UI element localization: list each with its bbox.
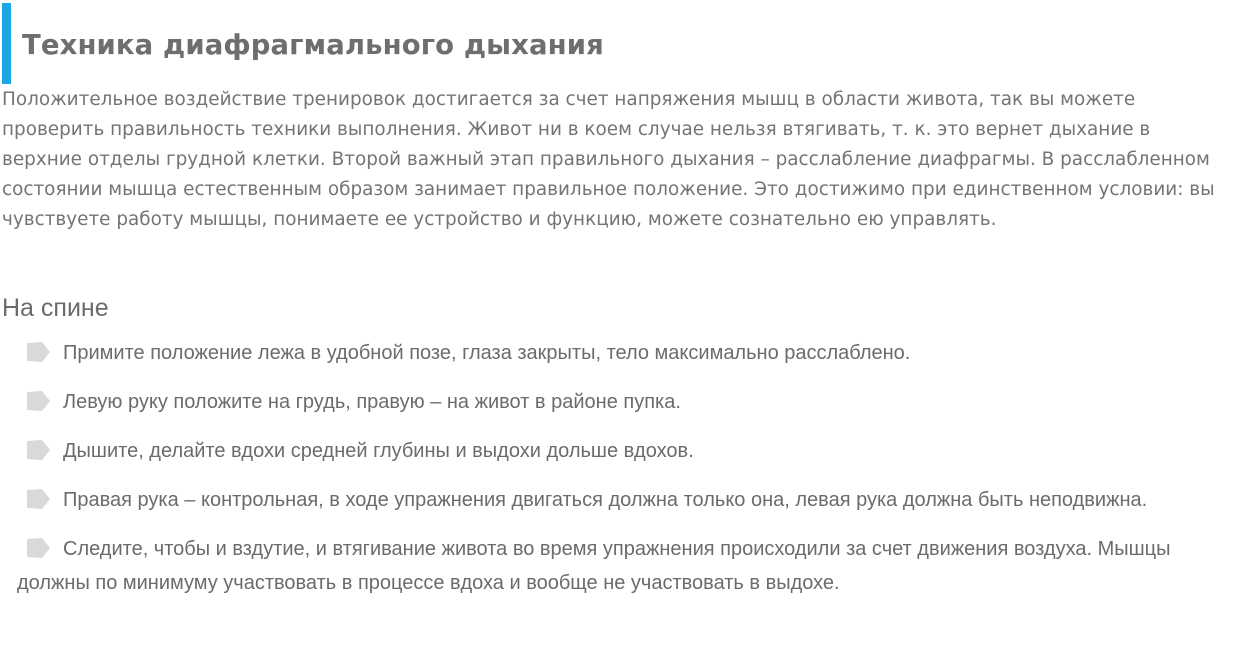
list-item xyxy=(17,385,1222,419)
steps-list xyxy=(17,336,1222,615)
list-item xyxy=(17,336,1222,370)
intro-paragraph: Положительное воздействие тренировок достигается за счет напряжения мышц в области живота, так вы можете проверить правильность техники выполнения. Живот ни в коем случае нельзя втягивать, т. к. это вернет дыхание в верхние отделы грудной клетки. Второй важный этап правильного дыхания – расслабление диафрагмы. В расслабленном состоянии мышца естественным образом занимает правильное положение. Это достижимо при единственном условии: вы чувствуете работу мышцы, понимаете ее устройство и функцию, можете сознательно ею управлять. xyxy=(2,89,1215,230)
step-text: Следите, чтобы и вздутие, и втягивание живота во время упражнения происходили за счет движения воздуха. Мышцы должны по минимуму участвовать в процессе вдоха и вообще не участвовать в выдохе. xyxy=(17,538,1171,594)
title-accent-bar xyxy=(2,3,11,84)
bullet-marker-icon xyxy=(25,537,51,559)
list-item xyxy=(17,483,1222,517)
bullet-marker-icon xyxy=(25,488,51,510)
title-block xyxy=(2,3,1232,84)
bullet-marker-icon xyxy=(25,390,51,412)
step-text: Левую руку положите на грудь, правую – на живот в районе пупка. xyxy=(63,391,681,413)
bullet-marker-icon xyxy=(25,341,51,363)
bullet-marker-icon xyxy=(25,439,51,461)
page-title: Техника диафрагмального дыхания xyxy=(22,29,604,61)
step-text: Правая рука – контрольная, в ходе упражнения двигаться должна только она, левая рука должна быть неподвижна. xyxy=(63,489,1148,511)
list-item xyxy=(17,434,1222,468)
step-text: Примите положение лежа в удобной позе, глаза закрыты, тело максимально расслаблено. xyxy=(63,342,911,364)
section-heading: На спине xyxy=(2,294,109,322)
list-item xyxy=(17,532,1222,600)
step-text: Дышите, делайте вдохи средней глубины и выдохи дольше вдохов. xyxy=(63,440,694,462)
